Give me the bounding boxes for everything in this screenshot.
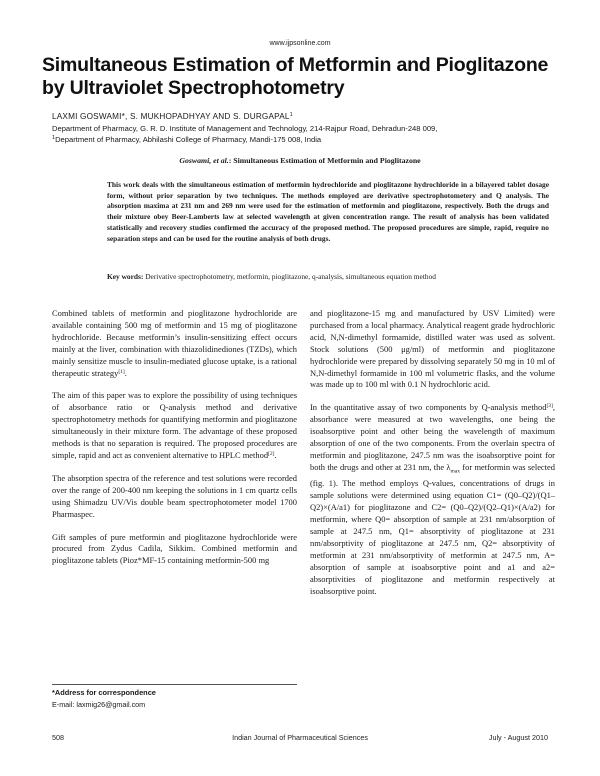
journal-website: www.ijpsonline.com <box>269 40 331 47</box>
paragraph-2: The aim of this paper was to explore the possibility of using techniques of absorbance ratio or Q-analysis method and derivative spectrophotometry methods for quantifying metformin and pioglitazone simultaneously in their mixture form. The advantage of these proposed methods is that no separation is required. The proposed procedures are simple, rapid and act as convenient alternative to HPLC method[2]. <box>52 390 297 460</box>
paragraph-6: In the quantitative assay of two components by Q-analysis method[3], absorbance were measured at two wavelengths, one being the isoabsorptive point and other being the wavelength of maximum absorption of one of the two components. From the overlain spectra of metformin and pioglitazone, 247.5 nm was the isoabsorptive point for both the drugs and other at 231 nm, the $\lambda_{max}$ for metformin was selected (fig. 1). The method employs Q-values, concentrations of drugs in sample solutions were determined using equation C1= (Q0–Q2)/(Q1–Q2)×(A/a1) for pioglitazone and C2= (Q0–Q2)/(Q2–Q1)×(A/a2) for metformin, where Q0= absorption of sample at 231 nm/absorption of sample at 247.5 nm, Q1= absorptivity of pioglitazone at 231 nm/absorptivity of pioglitazone at 247.5 nm, Q2= absorptivity of metformin at 231 nm/absorptivity of metformin at 247.5 nm, A= absorption of sample at isoabsorptive point and a1 and a2= absorptivities of pioglitazone and metformin respectively at isoabsorptive point. <box>310 402 556 596</box>
body-column-right <box>310 308 555 609</box>
issue-date: July - August 2010 <box>488 733 548 742</box>
keywords-label: Key words: <box>107 272 144 281</box>
correspondence-label: *Address for correspondence <box>52 688 156 697</box>
affiliation-2 <box>52 135 572 145</box>
equation-metformin: 2= (Q0–Q2)/(Q2–Q1)×(A/a2) <box>437 502 541 513</box>
paragraph-3: The absorption spectra of the reference and test solutions were recorded over the range of 200-400 nm keeping the solutions in 1 cm quartz cells using Shimadzu UV/Vis double beam spectrophotometer model 1700 Pharmaspec. <box>52 472 297 519</box>
running-head-authors: Goswami, et al. <box>179 156 229 165</box>
authors-affiliation-marker: 1 <box>289 112 293 118</box>
affiliation-1: Department of Pharmacy, G. R. D. Institute of Management and Technology, 214-Rajpur Road, Dehradun-248 009, <box>52 124 438 133</box>
body-column-left <box>52 308 297 578</box>
citation-1: [1] <box>118 368 125 375</box>
running-head-title: : Simultaneous Estimation of Metformin and Pioglitazone <box>228 156 421 165</box>
citation-3: [3] <box>546 403 553 410</box>
keywords-list: Derivative spectrophotometry, metformin, pioglitazone, q-analysis, simultaneous equation method <box>145 272 436 281</box>
author-list <box>52 112 293 121</box>
equation-pioglitazone: 1= (Q0–Q2)/(Q1–Q2)×(A/a1) <box>310 490 556 513</box>
citation-2: [2] <box>268 450 275 457</box>
affiliation-2-text: Department of Pharmacy, Abhilashi College of Pharmacy, Mandi-175 008, India <box>55 135 322 144</box>
abstract: This work deals with the simultaneous estimation of metformin hydrochloride and pioglitazone hydrochloride in a bilayered tablet dosage form, without prior separation by two techniques. The methods employed are derivative spectrophotometery and Q analysis. The absorption maxima at 231 nm and 269 nm were used for the estimation of metformin and pioglitazone, respectively. Both the drugs and their mixture obey Beer-Lamberts law at selected wavelength at given concentration range. The result of analysis has been validated statistically and recovery studies confirmed the accuracy of the proposed method. The proposed procedures are simple, rapid, require no separation steps and can be used for the routine analysis of both drugs. <box>107 180 549 243</box>
paragraph-5: and pioglitazone-15 mg and manufactured by USV Limited) were purchased from a local pharmacy. Analytical reagent grade hydrochloric acid, N,N-dimethyl formamide, distilled water was used as solvent. Stock solutions (500 μg/ml) of metformin and pioglitazone hydrochloride were prepared by dissolving separately 50 mg in 10 ml of N,N-dimethyl formamide in 100 ml volumetric flasks, and the volume was made up to 100 ml with 0.1 N hydrochloric acid. <box>310 308 555 390</box>
paragraph-4: Gift samples of pure metformin and pioglitazone hydrochloride were procured from Zydus Cadila, Sikkim. Combined metformin and pioglitazone tablets (Pioz*MF-15 containing metformin-500 mg <box>52 531 297 566</box>
footnote-divider <box>52 684 297 685</box>
affiliation-2-marker: 1 <box>52 135 56 141</box>
running-head <box>0 156 600 165</box>
correspondence-email: E-mail: laxmig26@gmail.com <box>52 700 146 709</box>
keywords <box>107 272 549 282</box>
authors-text: LAXMI GOSWAMI*, S. MUKHOPADHYAY AND S. DURGAPAL <box>52 112 290 121</box>
paragraph-1: Combined tablets of metformin and pioglitazone hydrochloride are available containing 500 mg of metformin and 15 mg of pioglitazone hydrochloride. Because metformin’s insulin-sensitizing effect occurs mainly at the liver, combination with thiazolidinediones (TZDs), which mainly sensitize muscle to insulin-mediated glucose uptake, is a rational therapeutic strategy[1]. <box>52 308 297 378</box>
page-number: 508 <box>52 733 64 742</box>
article-title: Simultaneous Estimation of Metformin and Pioglitazone by Ultraviolet Spectrophotometry <box>42 54 549 99</box>
journal-name: Indian Journal of Pharmaceutical Sciences <box>232 733 368 742</box>
